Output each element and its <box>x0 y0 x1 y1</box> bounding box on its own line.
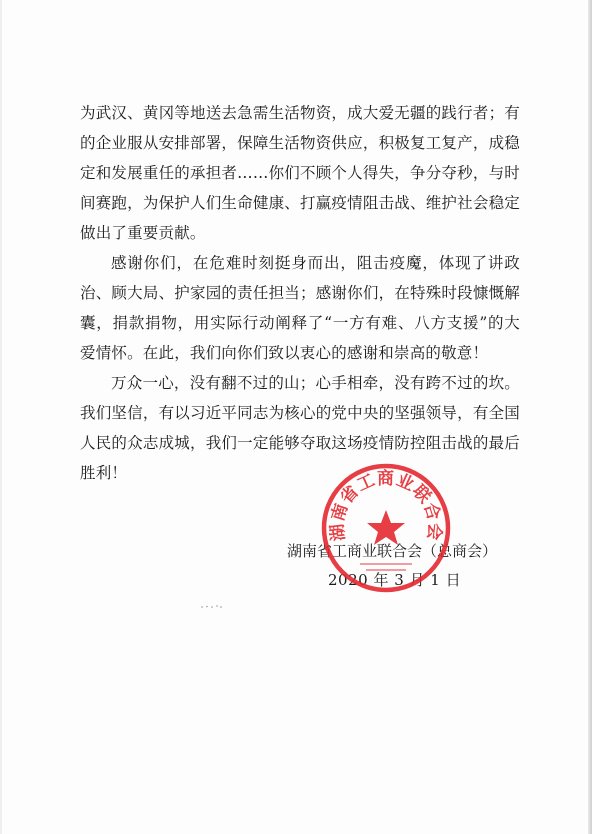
page-edge-left <box>0 0 2 834</box>
seal-text: 湖南省工商业联合会 <box>327 468 445 543</box>
paragraph-2: 感谢你们，在危难时刻挺身而出，阻击疫魔，体现了讲政治、顾大局、护家园的责任担当；感谢你们，在特殊时段慷慨解囊，捐款捐物，用实际行动阐释了“一方有难、八方支援”的大爱情怀。在此，我们向你们致以衷心的感谢和崇高的敬意！ <box>80 254 520 362</box>
letter-body <box>80 98 520 488</box>
page-edge-right <box>588 0 592 834</box>
scan-speck-marks <box>200 604 224 610</box>
signature-organization: 湖南省工商业联合会（总商会） <box>287 542 498 560</box>
paragraph-1: 为武汉、黄冈等地送去急需生活物资，成大爱无疆的践行者；有的企业服从安排部署，保障生活物资供应，积极复工复产，成稳定和发展重任的承担者……你们不顾个人得失，争分夺秒，与时间赛跑，为保护人们生命健康、打赢疫情阻击战、维护社会稳定做出了重要贡献。 <box>80 104 520 242</box>
signature-date: 2020 年 3 月 1 日 <box>328 571 462 589</box>
official-seal-icon <box>320 462 452 594</box>
paragraph-3: 万众一心，没有翻不过的山；心手相牵，没有跨不过的坎。我们坚信，有以习近平同志为核心的党中央的坚强领导，有全国人民的众志成城，我们一定能够夺取这场疫情防控阻击战的最后胜利！ <box>80 374 520 482</box>
